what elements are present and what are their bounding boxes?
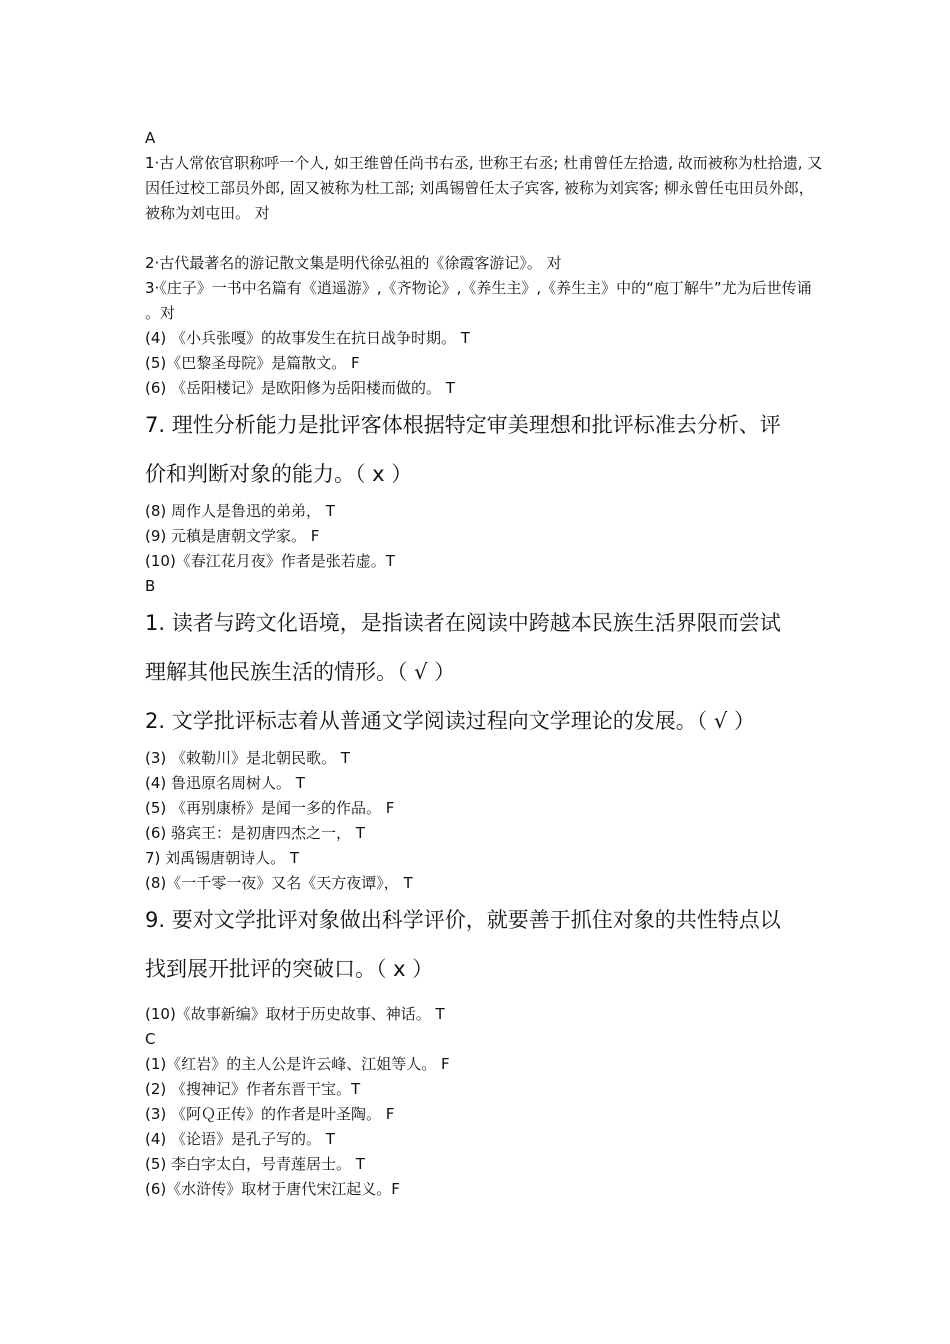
item-a4: (4) 《小兵张嘎》的故事发生在抗日战争时期。 T [145, 329, 470, 347]
item-a7-line2: 价和判断对象的能力。（ x ） [145, 462, 413, 486]
spacer [145, 994, 825, 1002]
item-b7: 7) 刘禹锡唐朝诗人。 T [145, 849, 300, 867]
item-b8: (8)《一千零一夜》又名《天方夜谭》， T [145, 874, 413, 892]
item-a7-line1: 7. 理性分析能力是批评客体根据特定审美理想和批评标准去分析、评 [145, 413, 781, 437]
item-c4: (4) 《论语》是孔子写的。 T [145, 1130, 335, 1148]
section-heading-a: A [145, 129, 156, 147]
item-c2: (2) 《搜神记》作者东晋干宝。T [145, 1080, 361, 1098]
item-a1: 1·古人常依官职称呼一个人, 如王维曾任尚书右丞, 世称王右丞; 杜甫曾任左拾遗, 故而被称为杜拾遗, 又因任过校工部员外郎, 固又被称为杜工部; 刘禹锡曾任太子宾客, 被称为刘宾客; 柳永曾任屯田员外郎，被称为刘屯田。 对 [145, 154, 823, 222]
item-b3: (3) 《敕勒川》是北朝民歌。 T [145, 749, 350, 767]
item-a5: (5)《巴黎圣母院》是篇散文。 F [145, 354, 360, 372]
item-a6: (6) 《岳阳楼记》是欧阳修为岳阳楼而做的。 T [145, 379, 455, 397]
item-a10: (10)《春江花月夜》作者是张若虚。T [145, 552, 395, 570]
item-a2: 2·古代最著名的游记散文集是明代徐弘祖的《徐霞客游记》。 对 [145, 254, 562, 272]
item-b6: (6) 骆宾王：是初唐四杰之一， T [145, 824, 365, 842]
item-b1-line1: 1. 读者与跨文化语境，是指读者在阅读中跨越本民族生活界限而尝试 [145, 611, 781, 635]
item-a8: (8) 周作人是鲁迅的弟弟， T [145, 502, 335, 520]
item-b9-line2: 找到展开批评的突破口。（ x ） [145, 957, 434, 981]
section-heading-b: B [145, 577, 156, 595]
item-b2: 2. 文学批评标志着从普通文学阅读过程向文学理论的发展。（ √ ） [145, 709, 755, 733]
item-b9-line1: 9. 要对文学批评对象做出科学评价，就要善于抓住对象的共性特点以 [145, 908, 781, 932]
item-a3: 3·《庄子》一书中名篇有《逍遥游》,《齐物论》,《养生主》,《养生主》中的“庖丁解牛”尤为后世传诵。对 [145, 279, 812, 322]
item-c3: (3) 《阿Ｑ正传》的作者是叶圣陶。 F [145, 1105, 395, 1123]
item-c1: (1)《红岩》的主人公是许云峰、江姐等人。 F [145, 1055, 450, 1073]
item-c5: (5) 李白字太白，号青莲居士。 T [145, 1155, 365, 1173]
item-b5: (5) 《再别康桥》是闻一多的作品。 F [145, 799, 395, 817]
document-body [145, 126, 825, 1202]
item-a9: (9) 元稹是唐朝文学家。 F [145, 527, 320, 545]
item-c6: (6)《水浒传》取材于唐代宋江起义。F [145, 1180, 400, 1198]
item-b10: (10)《故事新编》取材于历史故事、神话。 T [145, 1005, 445, 1023]
section-heading-c: C [145, 1030, 156, 1048]
blank-line [145, 226, 825, 251]
item-b1-line2: 理解其他民族生活的情形。（ √ ） [145, 660, 456, 684]
item-b4: (4) 鲁迅原名周树人。 T [145, 774, 305, 792]
